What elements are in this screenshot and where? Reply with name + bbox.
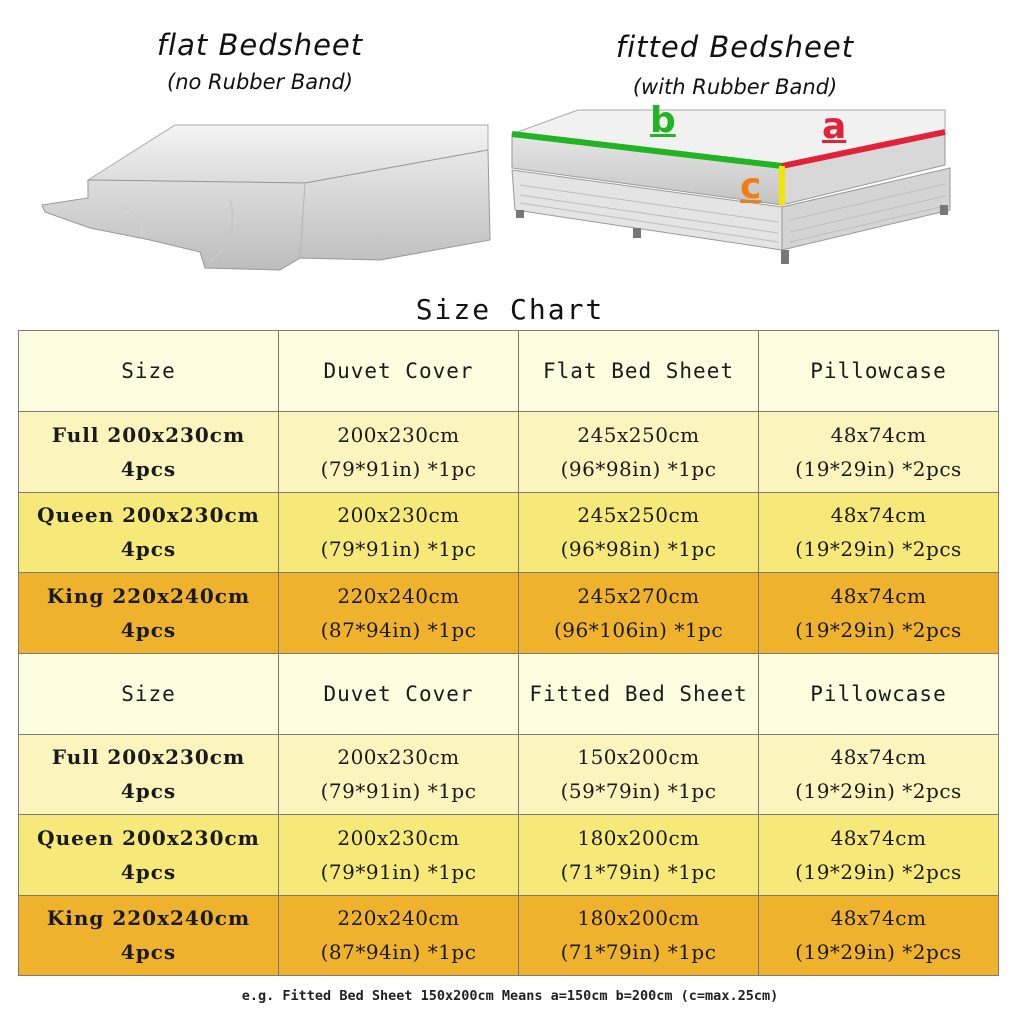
footnote: e.g. Fitted Bed Sheet 150x200cm Means a=150cm b=200cm (c=max.25cm) (241, 988, 779, 1004)
pillow-cell: 48x74cm (19*29in) *2pcs (759, 815, 999, 896)
sheet-cell: 180x200cm (71*79in) *1pc (519, 815, 759, 896)
size-chart-table (18, 330, 999, 976)
duvet-cell: 220x240cm (87*94in) *1pc (279, 573, 519, 654)
table-row (19, 573, 999, 654)
pillow-cell: 48x74cm (19*29in) *2pcs (759, 734, 999, 815)
size-cell: King 220x240cm 4pcs (19, 895, 279, 976)
size-cell: Full 200x230cm 4pcs (19, 734, 279, 815)
table-row (19, 412, 999, 493)
pillow-cell: 48x74cm (19*29in) *2pcs (759, 492, 999, 573)
pillow-cell: 48x74cm (19*29in) *2pcs (759, 895, 999, 976)
label-b: b (650, 100, 676, 141)
header-duvet-cover: Duvet Cover (279, 331, 519, 412)
pillow-cell: 48x74cm (19*29in) *2pcs (759, 412, 999, 493)
header-pillowcase: Pillowcase (759, 331, 999, 412)
table-header-row (19, 331, 999, 412)
size-chart-title: Size Chart (415, 293, 605, 326)
header-size: Size (19, 331, 279, 412)
header-flat-bed-sheet: Flat Bed Sheet (519, 331, 759, 412)
flat-bedsheet-drawing (42, 125, 490, 270)
header-pillowcase: Pillowcase (759, 653, 999, 734)
flat-bedsheet-subtitle: (no Rubber Band) (167, 70, 353, 94)
table-row (19, 815, 999, 896)
header-duvet-cover: Duvet Cover (279, 653, 519, 734)
duvet-cell: 200x230cm (79*91in) *1pc (279, 492, 519, 573)
duvet-cell: 200x230cm (79*91in) *1pc (279, 734, 519, 815)
fitted-bedsheet-subtitle: (with Rubber Band) (632, 75, 838, 99)
duvet-cell: 200x230cm (79*91in) *1pc (279, 412, 519, 493)
flat-bedsheet-title: flat Bedsheet (156, 28, 364, 62)
size-cell: Full 200x230cm 4pcs (19, 412, 279, 493)
pillow-cell: 48x74cm (19*29in) *2pcs (759, 573, 999, 654)
size-cell: Queen 200x230cm 4pcs (19, 815, 279, 896)
label-c: c (740, 166, 762, 207)
size-cell: Queen 200x230cm 4pcs (19, 492, 279, 573)
sheet-cell: 245x270cm (96*106in) *1pc (519, 573, 759, 654)
fitted-bedsheet-title: fitted Bedsheet (615, 30, 855, 64)
size-cell: King 220x240cm 4pcs (19, 573, 279, 654)
header-size: Size (19, 653, 279, 734)
sheet-cell: 180x200cm (71*79in) *1pc (519, 895, 759, 976)
sheet-cell: 150x200cm (59*79in) *1pc (519, 734, 759, 815)
table-row (19, 895, 999, 976)
sheet-cell: 245x250cm (96*98in) *1pc (519, 412, 759, 493)
header-fitted-bed-sheet: Fitted Bed Sheet (519, 653, 759, 734)
duvet-cell: 220x240cm (87*94in) *1pc (279, 895, 519, 976)
fitted-bedsheet-drawing (512, 110, 950, 264)
duvet-cell: 200x230cm (79*91in) *1pc (279, 815, 519, 896)
illustration-area (0, 0, 1020, 290)
sheet-cell: 245x250cm (96*98in) *1pc (519, 492, 759, 573)
label-a: a (822, 106, 847, 147)
table-row (19, 492, 999, 573)
table-header-row (19, 653, 999, 734)
table-row (19, 734, 999, 815)
